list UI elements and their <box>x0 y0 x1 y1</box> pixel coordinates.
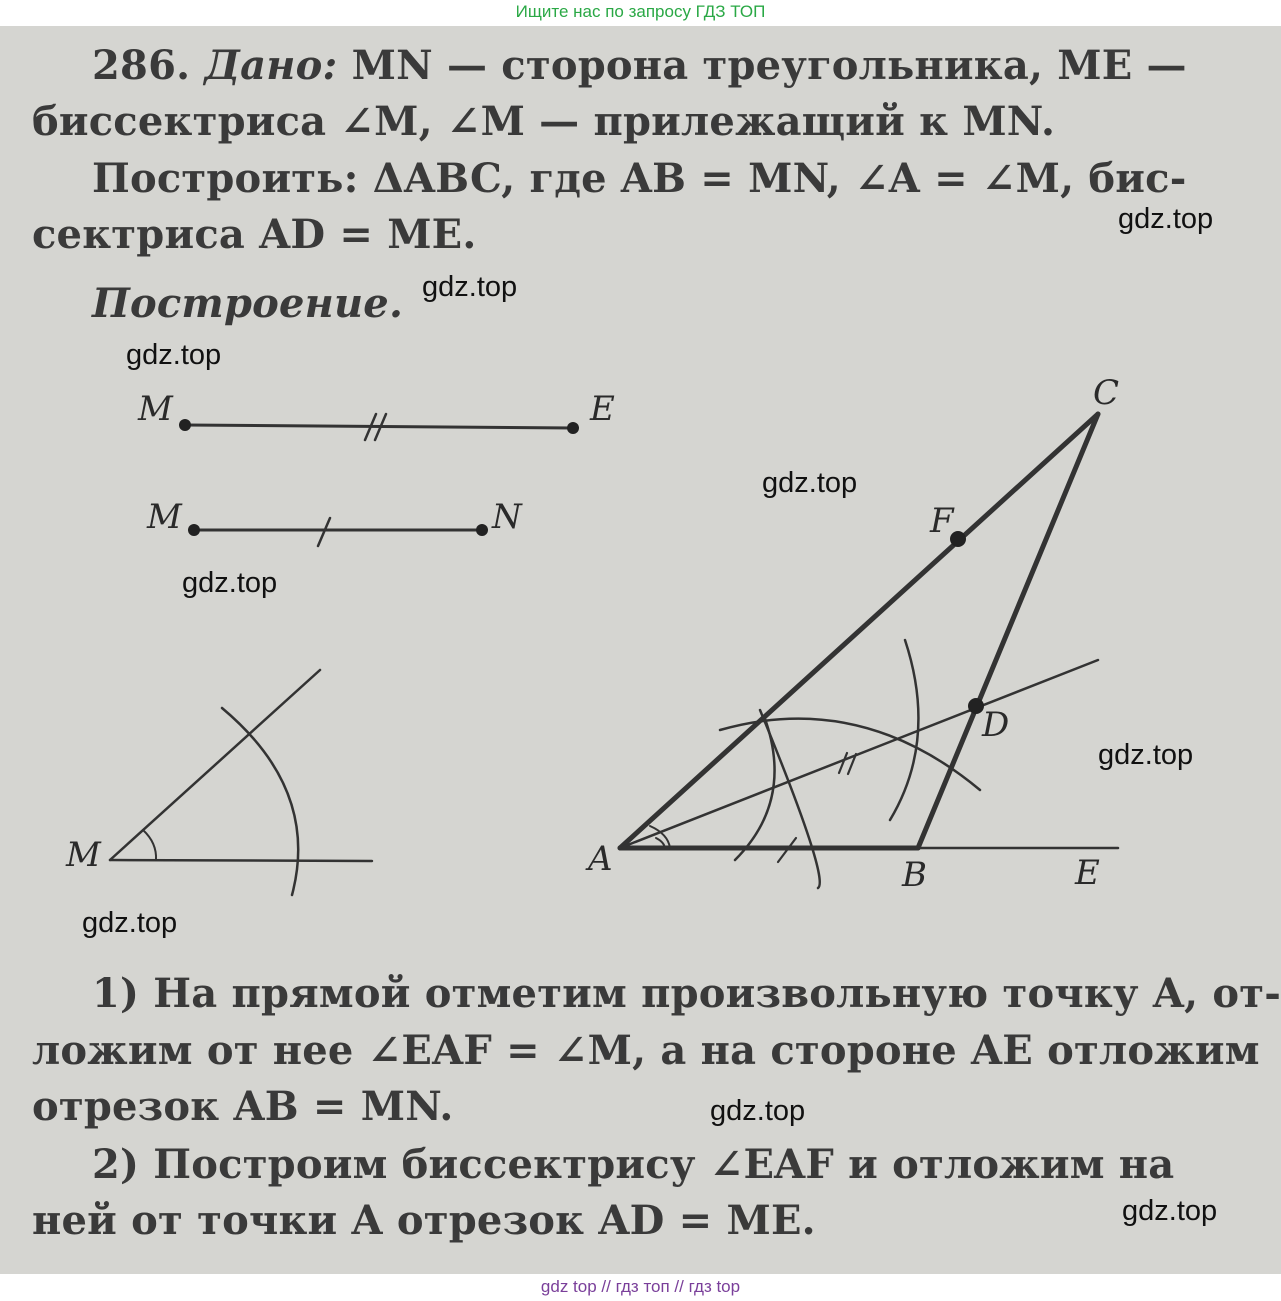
point-m-1 <box>179 419 191 431</box>
label-b: B <box>902 855 927 895</box>
arc-2 <box>760 710 820 888</box>
step1-line-2: ложим от нее ∠EAF = ∠M, а на стороне AE отложим <box>32 1027 1260 1074</box>
construct-text-1: ΔABC, где AB = MN, ∠A = ∠M, бис- <box>358 155 1187 202</box>
angle-m-mark <box>143 830 156 860</box>
label-m-angle: M <box>66 835 101 875</box>
label-f: F <box>930 501 954 541</box>
label-m-2: M <box>147 497 182 537</box>
label-d: D <box>982 705 1010 745</box>
given-label: Дано: <box>204 42 338 89</box>
angle-m-ray <box>110 670 320 860</box>
construction-heading: Построение. <box>92 280 404 327</box>
watermark: gdz.top <box>1098 739 1194 771</box>
angle-m-arc <box>222 708 298 895</box>
point-n <box>476 524 488 536</box>
watermark: gdz.top <box>710 1095 806 1127</box>
label-a: A <box>588 839 613 879</box>
watermark: gdz.top <box>1118 203 1214 235</box>
tick-mn <box>318 518 330 546</box>
step2-line-1: 2) Построим биссектрису ∠EAF и отложим на <box>92 1141 1175 1188</box>
problem-number: 286. <box>92 42 191 89</box>
given-text-1: MN — сторона треугольника, ME — <box>337 42 1187 89</box>
construct-line-2: сектриса AD = ME. <box>32 211 477 258</box>
top-banner[interactable]: Ищите нас по запросу ГДЗ ТОП <box>0 0 1281 26</box>
label-n: N <box>492 497 522 537</box>
step1-line-1: 1) На прямой отметим произвольную точку A, от- <box>92 970 1281 1017</box>
given-line-2: биссектриса ∠M, ∠M — прилежащий к MN. <box>32 98 1056 145</box>
bottom-banner[interactable]: gdz top // гдз топ // гдз top <box>0 1274 1281 1301</box>
label-e-2: E <box>1075 853 1100 893</box>
side-ac <box>620 414 1098 848</box>
arc-3 <box>720 719 980 790</box>
construct-label: Построить: <box>92 155 359 202</box>
tick-ad-1 <box>839 753 847 773</box>
watermark: gdz.top <box>82 907 178 939</box>
angle-m-base <box>110 860 372 861</box>
step2-line-2: ней от точки A отрезок AD = ME. <box>32 1197 816 1244</box>
step1-line-3: отрезок AB = MN. <box>32 1083 454 1130</box>
watermark: gdz.top <box>182 567 278 599</box>
side-bc <box>918 414 1098 848</box>
label-c: C <box>1093 373 1120 413</box>
label-m-1: M <box>138 389 173 429</box>
arc-4 <box>890 640 918 820</box>
point-e-1 <box>567 422 579 434</box>
bisector-ad <box>620 660 1098 848</box>
watermark: gdz.top <box>126 339 222 371</box>
point-m-2 <box>188 524 200 536</box>
watermark: gdz.top <box>422 271 518 303</box>
watermark: gdz.top <box>762 467 858 499</box>
construction-figures <box>0 26 1281 1274</box>
watermark: gdz.top <box>1122 1195 1218 1227</box>
label-e-1: E <box>590 389 615 429</box>
